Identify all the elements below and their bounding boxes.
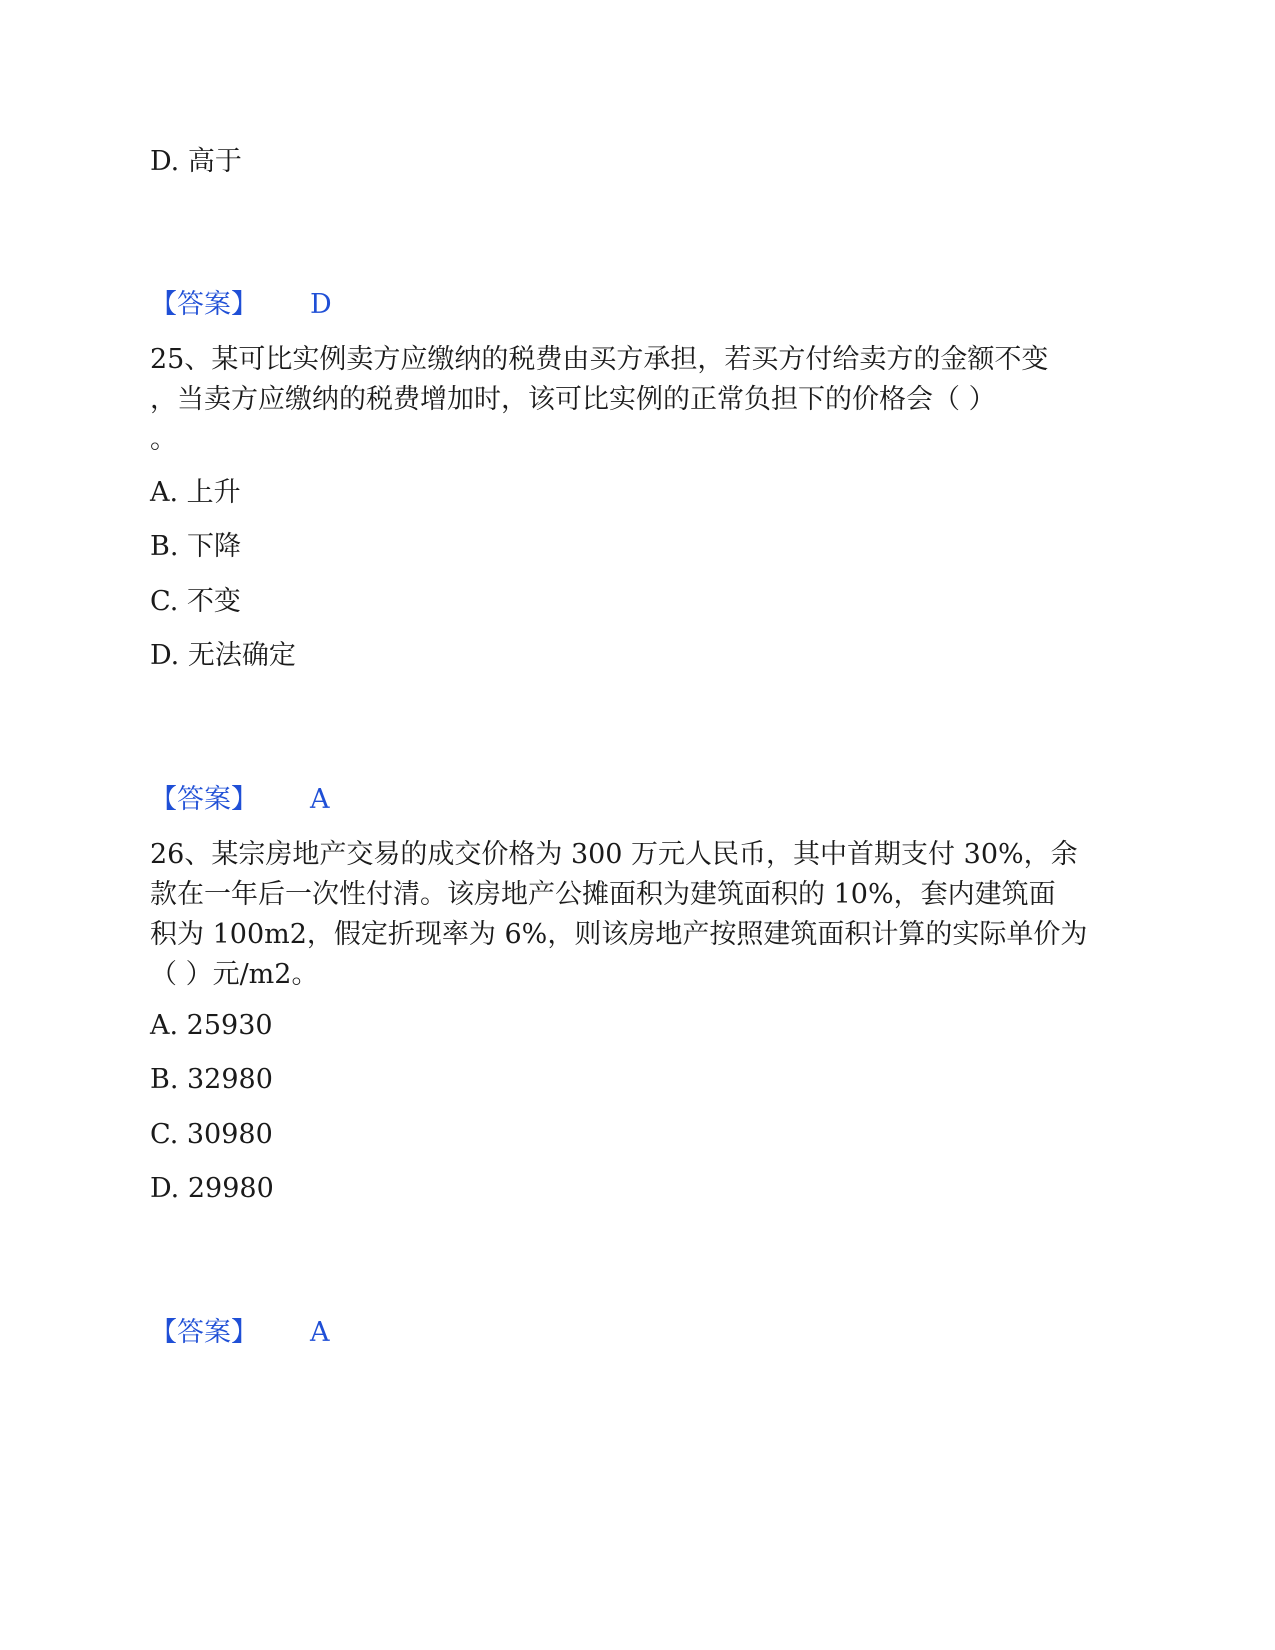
q26-answer <box>150 1313 330 1353</box>
q25-option-d: D. 无法确定 <box>150 640 296 671</box>
answer-value: A <box>310 784 330 815</box>
q26-stem-line: 积为 100m2，假定折现率为 6%，则该房地产按照建筑面积计算的实际单价为 <box>150 919 1088 950</box>
answer-value: D <box>310 289 332 320</box>
q25-stem-line: 25、某可比实例卖方应缴纳的税费由买方承担，若买方付给卖方的金额不变 <box>150 344 1049 375</box>
q26-option-a: A. 25930 <box>150 1010 273 1041</box>
q26-stem-line: （ ）元/m2。 <box>150 959 319 990</box>
q25-option-a: A. 上升 <box>150 477 241 508</box>
q25-option-b: B. 下降 <box>150 531 242 562</box>
answer-label: 【答案】 <box>150 1317 258 1348</box>
q25-stem-line: 。 <box>150 424 177 455</box>
q25-answer <box>150 780 330 820</box>
q26-option-c: C. 30980 <box>150 1119 273 1150</box>
answer-label: 【答案】 <box>150 784 258 815</box>
q26-stem <box>150 835 1110 995</box>
q26-stem-line: 款在一年后一次性付清。该房地产公摊面积为建筑面积的 10%，套内建筑面 <box>150 879 1056 910</box>
q26-option-b: B. 32980 <box>150 1064 273 1095</box>
q25-stem-line: ，当卖方应缴纳的税费增加时，该可比实例的正常负担下的价格会（ ） <box>150 384 996 415</box>
prev-answer <box>150 285 332 325</box>
q25-stem <box>150 340 1110 460</box>
q26-stem-line: 26、某宗房地产交易的成交价格为 300 万元人民币，其中首期支付 30%，余 <box>150 839 1078 870</box>
q26-option-d: D. 29980 <box>150 1173 274 1204</box>
answer-label: 【答案】 <box>150 289 258 320</box>
prev-option-d: D. 高于 <box>150 146 242 177</box>
answer-value: A <box>310 1317 330 1348</box>
q25-option-c: C. 不变 <box>150 586 241 617</box>
